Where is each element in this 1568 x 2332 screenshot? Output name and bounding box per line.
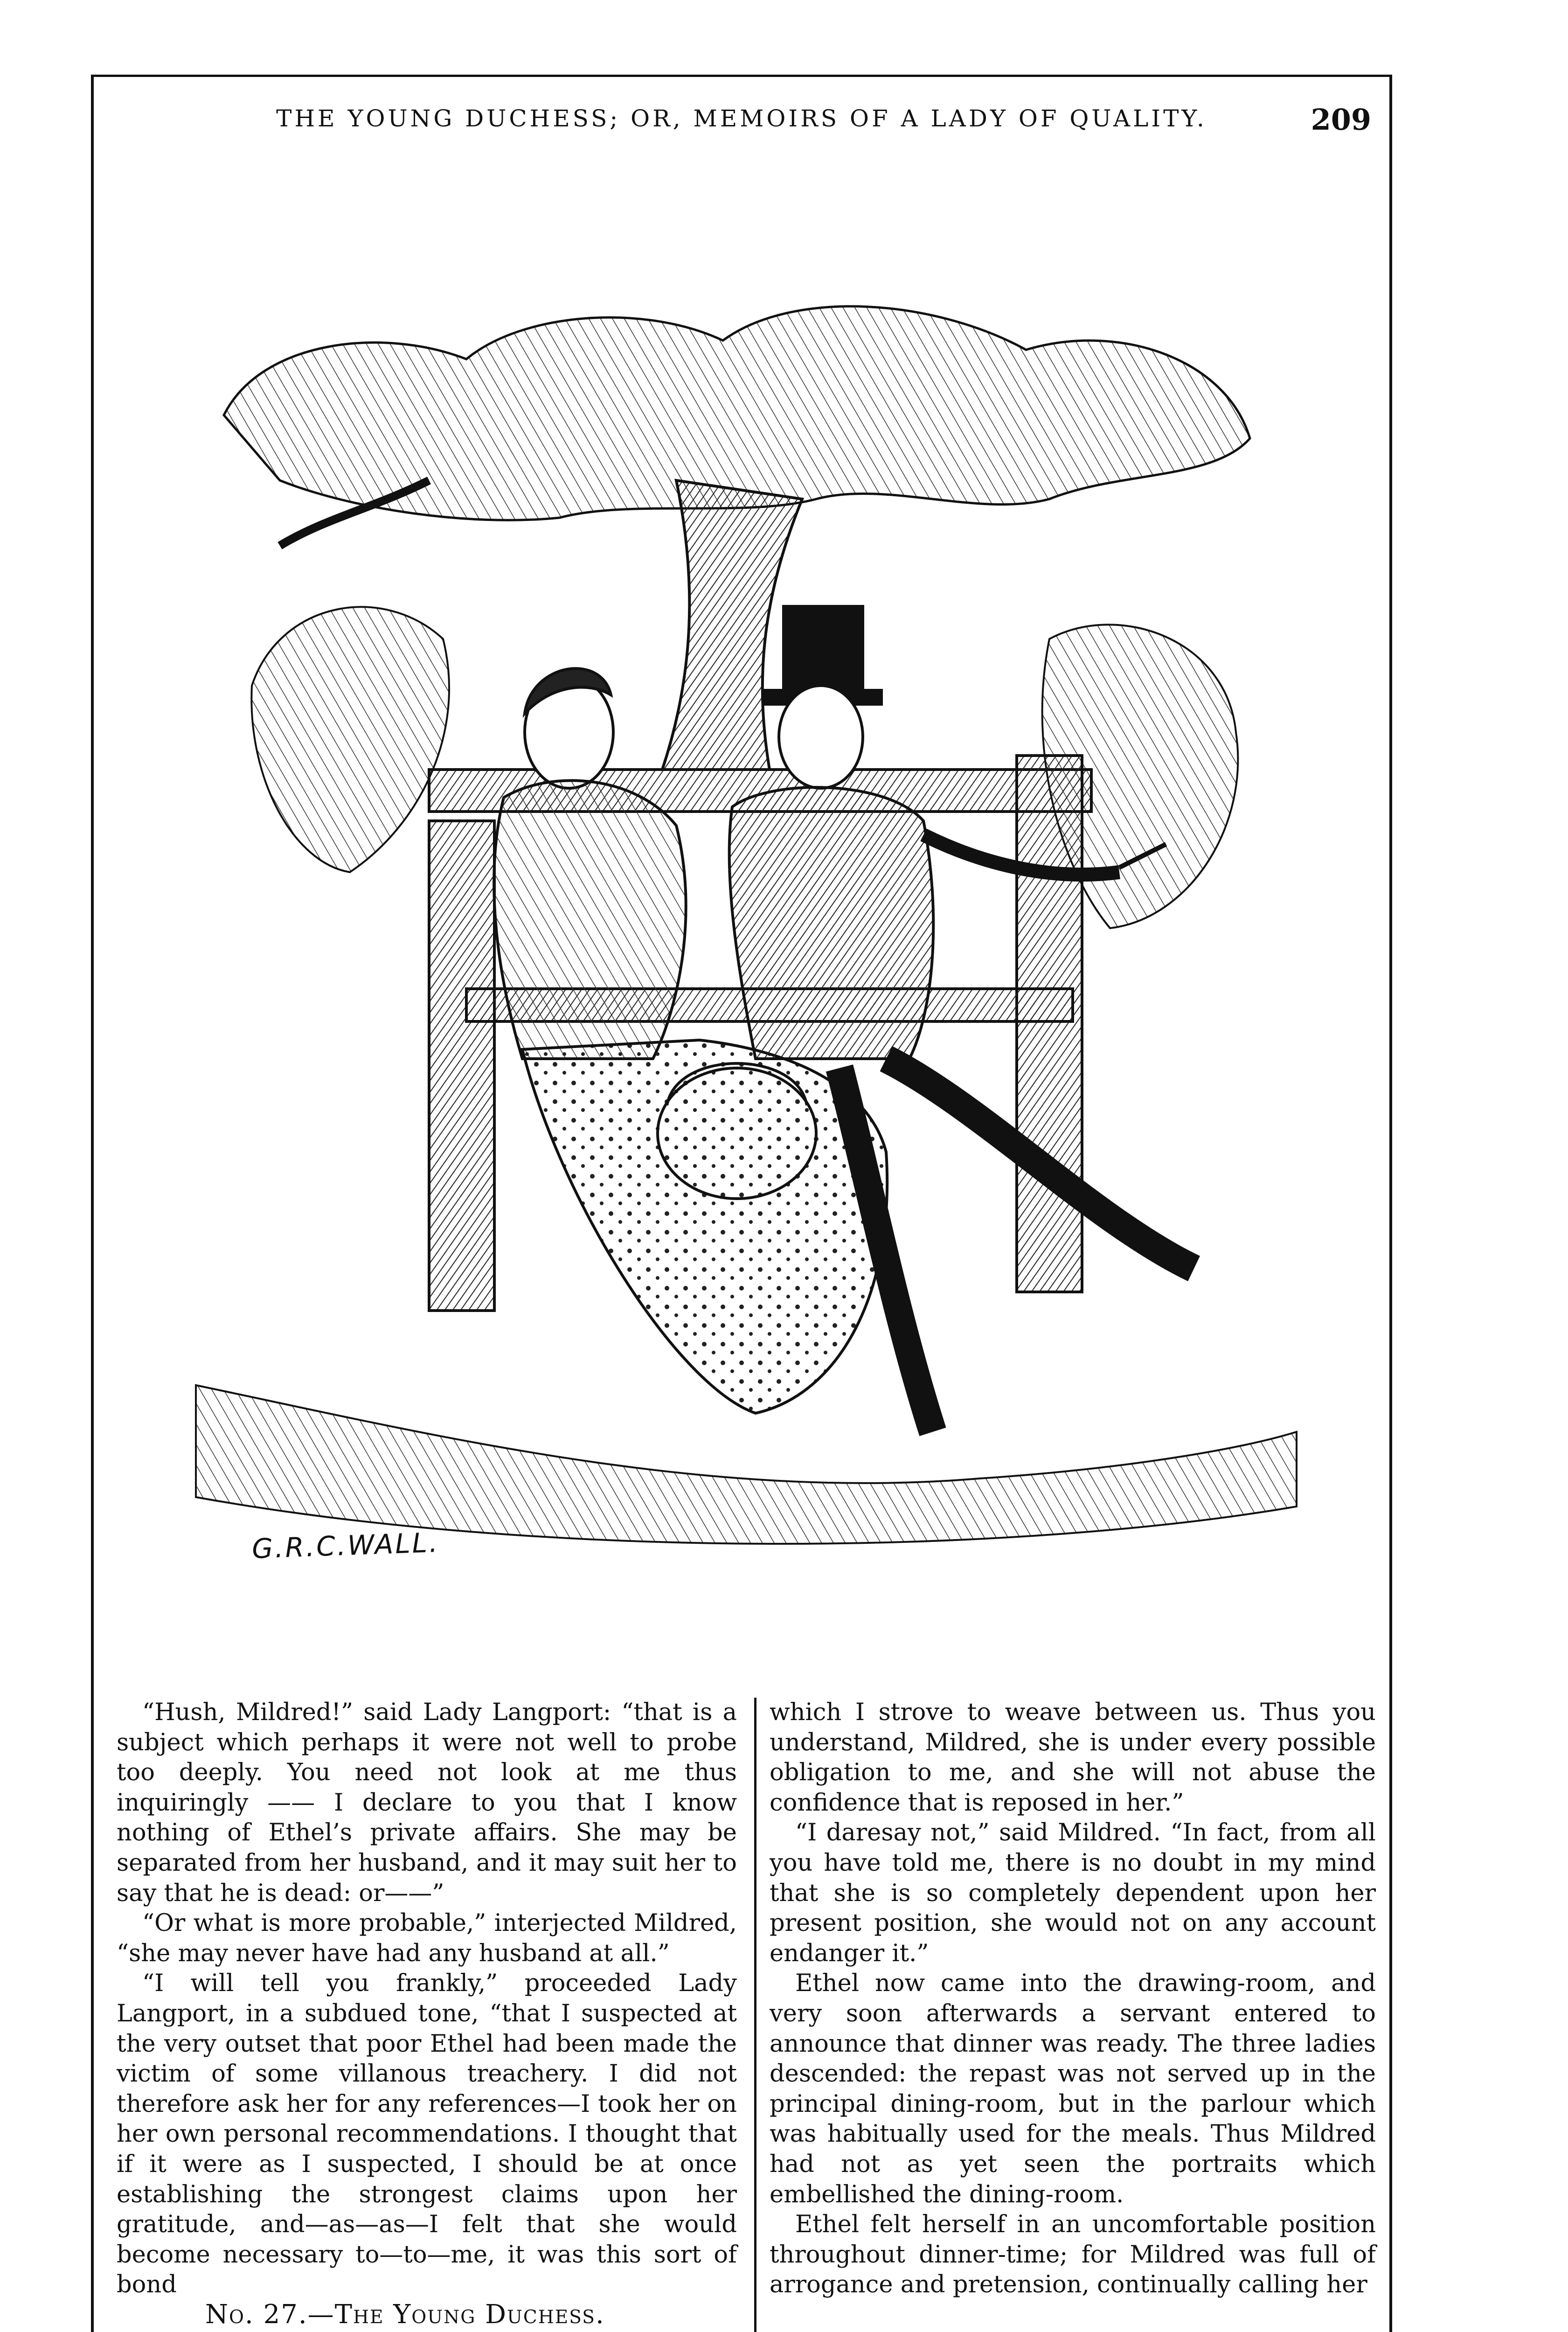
- running-title: THE YOUNG DUCHESS; OR, MEMOIRS OF A LADY OF QUALITY.: [276, 105, 1207, 132]
- running-head: [91, 105, 1392, 147]
- paragraph: “I will tell you frankly,” proceeded Lady Langport, in a subdued tone, “that I suspected at the very outset that poor Ethel had been made the victim of some villanous treachery. I did not therefore ask her for any references—I took her on her own personal recommendations. I thought that if it were as I suspected, I should be at once establishing the strongest claims upon her gratitude, and—as—as—I felt that she would become necessary to—to—me, it was this sort of bond: [117, 1970, 737, 2299]
- paragraph: which I strove to weave between us. Thus you understand, Mildred, she is under every possible obligation to me, and she will not abuse the confidence that is reposed in her.”: [770, 1699, 1376, 1817]
- paragraph: “Hush, Mildred!” said Lady Langport: “that is a subject which perhaps it were not well to probe too deeply. You need not look at me thus inquiringly —— I declare to you that I know nothing of Ethel’s private affairs. She may be separated from her husband, and it may suit her to say that he is dead: or——”: [117, 1699, 737, 1907]
- paragraph: Ethel now came into the drawing-room, and very soon afterwards a servant entered to announce that dinner was ready. The three ladies descended: the repast was not served up in the principal dining-room, but in the parlour which was habitually used for the meals. Thus Mildred had not as yet seen the portraits which embellished the dining-room.: [770, 1970, 1376, 2208]
- issue-footer-note: No. 27.—The Young Duchess.: [205, 2299, 605, 2330]
- left-column: [117, 1698, 737, 2300]
- column-divider: [754, 1698, 756, 2332]
- paragraph: “I daresay not,” said Mildred. “In fact, from all you have told me, there is no doubt in my mind that she is so completely dependent upon her present position, she would not on any account endanger it.”: [770, 1819, 1376, 1967]
- paragraph: Ethel felt herself in an uncomfortable position throughout dinner-time; for Mildred was full of arrogance and pretension, continually calling her: [770, 2211, 1376, 2299]
- right-column: [770, 1698, 1376, 2300]
- page-number: 209: [1311, 103, 1371, 137]
- engraving-illustration: [140, 219, 1334, 1609]
- paragraph: “Or what is more probable,” interjected Mildred, “she may never have had any husband at all.”: [117, 1909, 737, 1967]
- artist-signature: G.R.C.WALL.: [251, 1527, 440, 1565]
